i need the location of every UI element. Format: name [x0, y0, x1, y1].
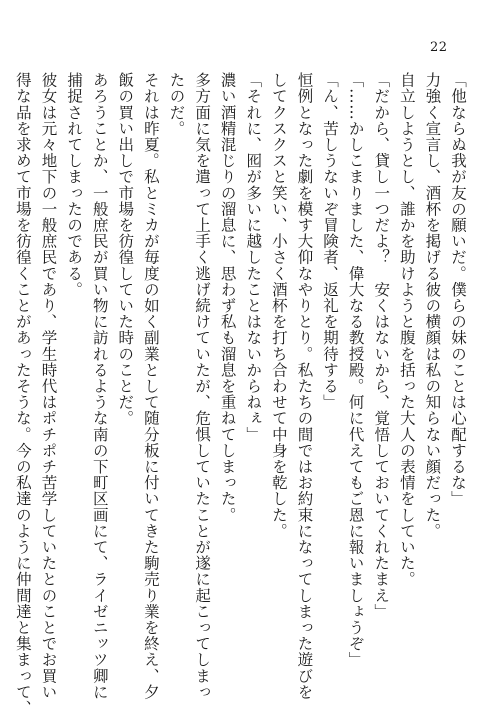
- text-line: 「他ならぬ我が友の願いだ。僕らの妹のことは心配するな」: [449, 72, 467, 507]
- text-line: たのだ。: [167, 72, 186, 137]
- text-line: 捕捉されてしまったのである。: [65, 72, 84, 298]
- text-line: 濃い酒精混じりの溜息に、思わず私も溜息を重ねてしまった。: [218, 72, 237, 523]
- text-line: 「……かしこまりました、偉大なる教授殿。何に代えてもご恩に報いましょうぞ」: [346, 72, 365, 668]
- text-line: 彼女は元々地下の一般庶民であり、学生時代はポチポチ苦学していたとのことでお買い: [39, 72, 58, 700]
- text-line: あろうことか、一般庶民が買い物に訪れるような南の下町区画にて、ライゼニッツ卿に: [90, 72, 109, 700]
- text-line: それは昨夏。私とミカが毎度の如く副業として随分板に付いてきた駒売り業を終え、夕: [141, 72, 160, 700]
- text-line: 「それに、囮が多いに越したことはないからねぇ」: [244, 72, 263, 443]
- text-line: 「だから、貸し一つだよ？ 安くはないから、覚悟しておいてくれたまえ」: [372, 72, 391, 620]
- text-line: 自立しようとし、誰かを助けようと腹を括った大人の表情をしていた。: [397, 72, 416, 588]
- vertical-text-body: [10, 72, 470, 716]
- text-line: 「ん、苦しうないぞ冒険者、返礼を期待する」: [321, 72, 340, 411]
- text-line: 多方面に気を遣って上手く逃げ続けていたが、危惧していたことが遂に起こってしまっ: [193, 72, 212, 700]
- text-line: 飯の買い出しで市場を彷徨していた時のことだ。: [116, 72, 135, 427]
- text-line: 得な品を求めて市場を彷徨くことがあったそうな。今の私達のように仲間達と集まって、: [13, 72, 32, 716]
- page-number: 22: [430, 40, 448, 55]
- text-line: 恒例となった劇を模す大仰なやりとり。私たちの間ではお約束になってしまった遊びを: [295, 72, 314, 700]
- text-line: してクスクスと笑い、小さく酒杯を打ち合わせて中身を乾した。: [269, 72, 288, 539]
- text-line: 力強く宣言し、酒杯を掲げる彼の横顔は私の知らない顔だった。: [423, 72, 442, 539]
